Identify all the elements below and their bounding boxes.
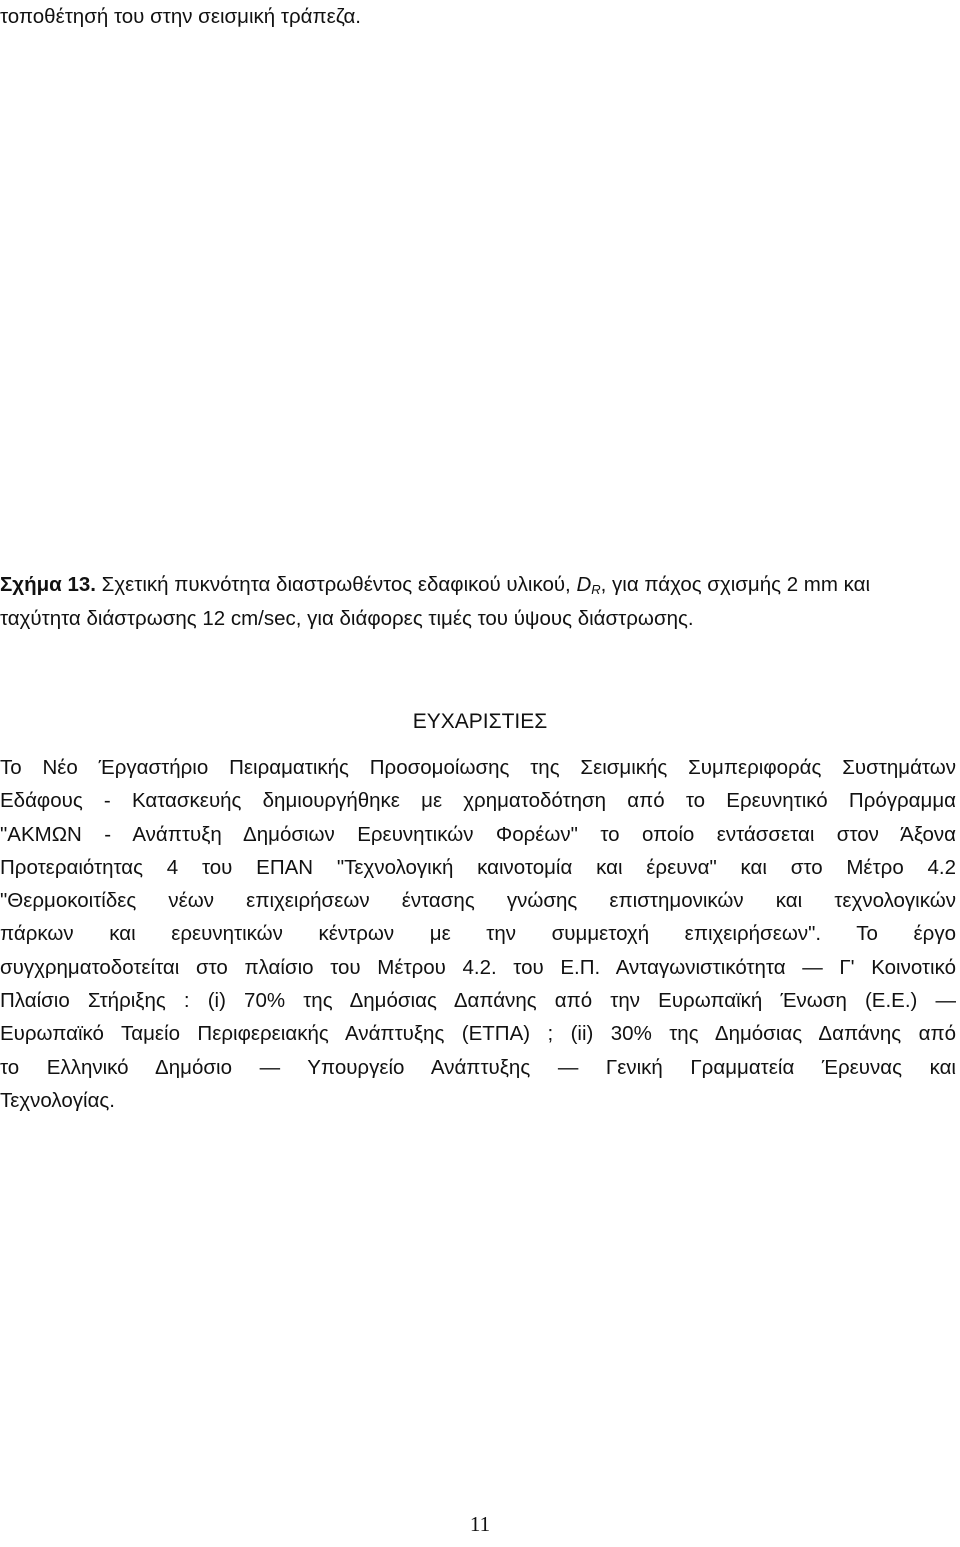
figure-caption-line-2: ταχύτητα διάστρωσης 12 cm/sec, για διάφορες τιμές του ύψους διάστρωσης. — [0, 607, 694, 630]
figure-label: Σχήμα 13. — [0, 573, 96, 596]
acknowledgements-paragraph — [0, 751, 956, 1117]
paragraph-line: το Ελληνικό Δημόσιο — Υπουργείο Ανάπτυξης — Γενική Γραμματεία Έρευνας και — [0, 1055, 956, 1079]
paragraph-line: "ΑΚΜΩΝ - Ανάπτυξη Δημόσιων Ερευνητικών Φορέων" το οποίο εντάσσεται στον Άξονα — [0, 822, 956, 846]
paragraph-line: Ευρωπαϊκό Ταμείο Περιφερειακής Ανάπτυξης (ΕΤΠΑ) ; (ii) 30% της Δημόσιας Δαπάνης από — [0, 1022, 956, 1046]
figure-caption-text: Σχετική πυκνότητα διαστρωθέντος εδαφικού υλικού, — [101, 573, 571, 596]
paragraph-line: Πλαίσιο Στήριξης : (i) 70% της Δημόσιας Δαπάνης από την Ευρωπαϊκή Ένωση (Ε.Ε.) — — [0, 989, 956, 1013]
paragraph-line: Εδάφους - Κατασκευής δημιουργήθηκε με χρηματοδότηση από το Ερευνητικό Πρόγραμμα — [0, 789, 956, 813]
top-text-line: τοποθέτησή του στην σεισμική τράπεζα. — [0, 5, 361, 28]
acknowledgements-title: ΕΥΧΑΡΙΣΤΙΕΣ — [412, 710, 548, 733]
figure-caption — [0, 570, 952, 633]
paragraph-line: Το Νέο Έργαστήριο Πειραματικής Προσομοίωσης της Σεισμικής Συμπεριφοράς Συστημάτων — [0, 756, 956, 779]
paragraph-line: Προτεραιότητας 4 του ΕΠΑΝ "Τεχνολογική καινοτομία και έρευνα" και στο Μέτρο 4.2 — [0, 855, 956, 879]
figure-caption-text-after: , για πάχος σχισμής 2 mm και — [600, 573, 871, 596]
paragraph-line: Τεχνολογίας. — [0, 1088, 116, 1112]
page-number: 11 — [469, 1512, 491, 1536]
figure-caption-line-1 — [0, 570, 952, 604]
paragraph-line: συγχρηματοδοτείται στο πλαίσιο του Μέτρου 4.2. του Ε.Π. Ανταγωνιστικότητα — Γ' Κοινοτικό — [0, 955, 956, 979]
paragraph-line: πάρκων και ερευνητικών κέντρων με την συμμετοχή επιχειρήσεων". Το έργο — [0, 922, 956, 946]
figure-variable: D — [576, 573, 592, 596]
figure-variable-subscript: R — [591, 582, 601, 597]
paragraph-line: "Θερμοκοιτίδες νέων επιχειρήσεων έντασης γνώσης επιστημονικών και τεχνολογικών — [0, 889, 956, 913]
